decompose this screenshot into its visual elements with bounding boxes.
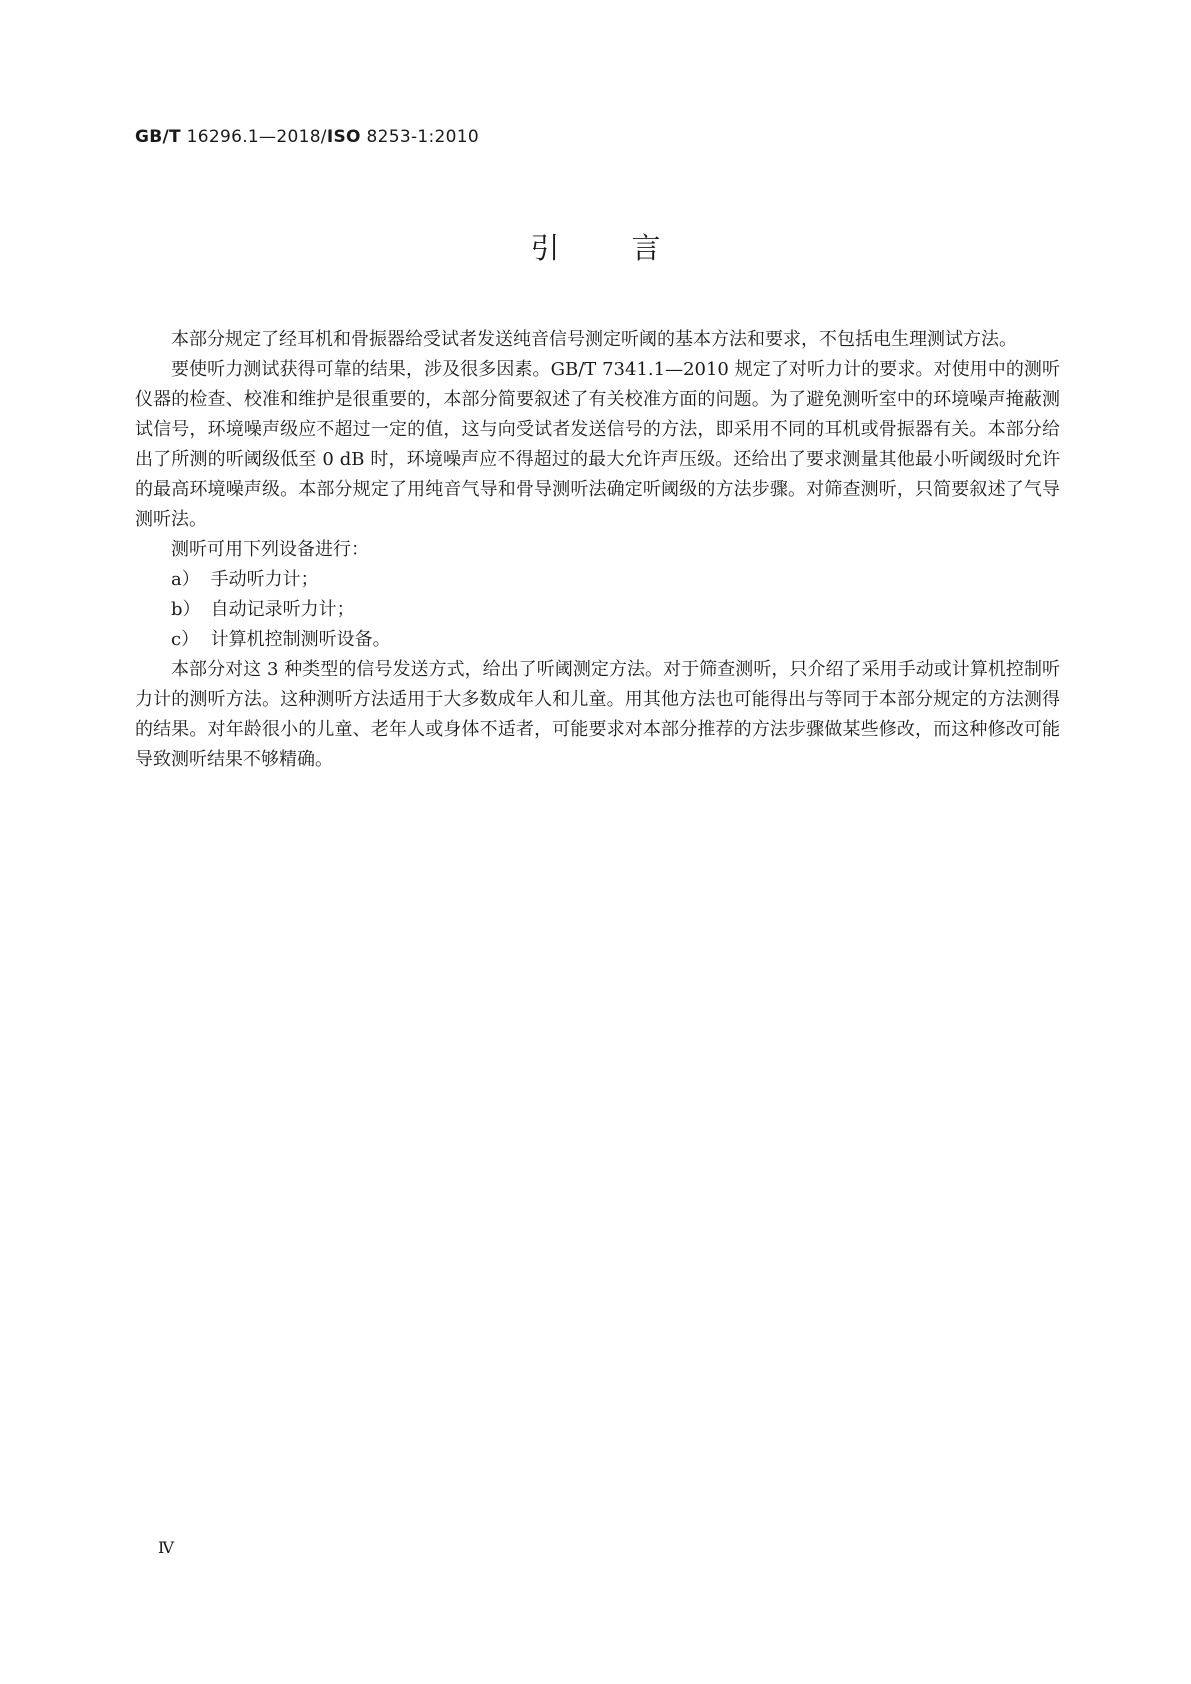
paragraph-equipment-intro: 测听可用下列设备进行：	[171, 539, 369, 560]
list-item-mark: b）	[171, 599, 201, 620]
paragraph-methods: 本部分对这 3 种类型的信号发送方式，给出了听阈测定方法。对于筛查测听，只介绍了采用手动或计算机控制听力计的测听方法。这种测听方法适用于大多数成年人和儿童。用其他方法也可能得出与等同于本部分规定的方法测得的结果。对年龄很小的儿童、老年人或身体不适者，可能要求对本部分推荐的方法步骤做某些修改，而这种修改可能导致测听结果不够精确。	[135, 659, 1060, 770]
list-item-mark: a）	[171, 569, 200, 590]
list-item	[135, 625, 1060, 655]
list-item-mark: c）	[171, 629, 200, 650]
page-number: Ⅳ	[158, 1538, 174, 1557]
list-item	[135, 595, 1060, 625]
list-item	[135, 565, 1060, 595]
list-item-text: 自动记录听力计；	[210, 599, 355, 620]
standard-number-header	[135, 127, 479, 147]
section-title: 引言	[530, 231, 733, 265]
standard-gb-number: 16296.1—2018/	[186, 127, 327, 147]
list-item-text: 手动听力计；	[210, 569, 319, 590]
standard-iso-prefix: ISO	[326, 127, 361, 147]
section-body	[135, 325, 1060, 775]
standard-iso-number: 8253-1:2010	[366, 127, 479, 147]
paragraph-factors: 要使听力测试获得可靠的结果，涉及很多因素。GB/T 7341.1—2010 规定了对听力计的要求。对使用中的测听仪器的检查、校准和维护是很重要的，本部分简要叙述了有关校准方面的问题。为了避免测听室中的环境噪声掩蔽测试信号，环境噪声级应不超过一定的值，这与向受试者发送信号的方法，即采用不同的耳机或骨振器有关。本部分给出了所测的听阈级低至 0 dB 时，环境噪声应不得超过的最大允许声压级。还给出了要求测量其他最小听阈级时允许的最高环境噪声级。本部分规定了用纯音气导和骨导测听法确定听阈级的方法步骤。对筛查测听，只简要叙述了气导测听法。	[135, 359, 1060, 530]
standard-gb-prefix: GB/T	[135, 127, 181, 147]
paragraph-scope: 本部分规定了经耳机和骨振器给受试者发送纯音信号测定听阈的基本方法和要求，不包括电生理测试方法。	[171, 329, 1017, 350]
list-item-text: 计算机控制测听设备。	[210, 629, 391, 650]
